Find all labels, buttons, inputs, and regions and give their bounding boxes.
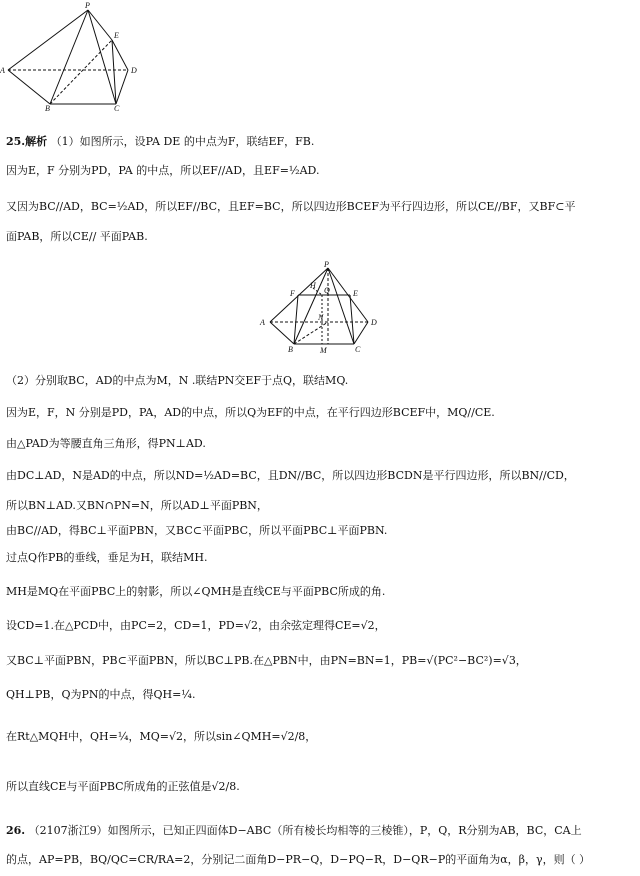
part2-line-9: 设CD=1.在△PCD中，由PC=2，CD=1，PD=√2，由余弦定理得CE=√2， (6, 619, 386, 632)
fig2-label-a: A (260, 318, 265, 327)
problem-26-number: 26. (6, 824, 26, 837)
fig1-label-c: C (114, 104, 120, 112)
fig1-label-b: B (45, 104, 50, 112)
problem-26-text-1: （2107浙江9）如图所示，已知正四面体D−ABC（所有棱长均相等的三棱锥），P，Q，R分别为AB，BC，CA上 (28, 824, 582, 837)
fig2-label-b: B (288, 345, 293, 354)
part2-line-10: 又BC⊥平面PBN，PB⊂平面PBN，所以BC⊥PB.在△PBN中，由PN=BN=1，PB=√(PC²−BC²)=√3， (6, 654, 527, 667)
solution-25-line-4: 面PAB，所以CE// 平面PAB. (6, 230, 148, 243)
fig2-label-m: M (320, 346, 327, 354)
part2-line-6: 由BC//AD，得BC⊥平面PBN，又BC⊂平面PBC，所以平面PBC⊥平面PBN. (6, 524, 388, 537)
fig1-label-d: D (131, 66, 137, 75)
part2-line-11: QH⊥PB，Q为PN的中点，得QH=¼. (6, 688, 196, 701)
solution-25-line-3: 又因为BC//AD，BC=½AD，所以EF//BC，且EF=BC，所以四边形BCEF为平行四边形，所以CE//BF，又BF⊂平 (6, 200, 576, 213)
part2-line-8: MH是MQ在平面PBC上的射影，所以∠QMH是直线CE与平面PBC所成的角. (6, 585, 386, 598)
figure-pyramid-2 (258, 260, 388, 354)
fig2-label-p: P (324, 260, 329, 269)
part2-line-12: 在Rt△MQH中，QH=¼，MQ=√2，所以sin∠QMH=√2/8， (6, 730, 317, 743)
solution-25-line-2: 因为E，F 分别为PD，PA 的中点，所以EF//AD，且EF=½AD. (6, 164, 320, 177)
part2-line-3: 由△PAD为等腰直角三角形，得PN⊥AD. (6, 437, 206, 450)
fig2-label-f: F (290, 289, 295, 298)
fig1-label-p: P (85, 1, 90, 10)
problem-26-line-2: 的点，AP=PB，BQ/QC=CR/RA=2，分别记二面角D−PR−Q，D−PQ−R，D−QR−P的平面角为α，β，γ，则（ ） (6, 853, 591, 866)
solution-25-text: （1）如图所示，设PA DE 的中点为F，联结EF，FB. (50, 135, 315, 148)
fig2-label-c: C (355, 345, 361, 354)
problem-26-line-1 (6, 823, 636, 839)
solution-25-line-1 (6, 134, 636, 150)
part2-line-7: 过点Q作PB的垂线，垂足为H，联结MH. (6, 551, 208, 564)
part2-line-5: 所以BN⊥AD.又BN∩PN=N，所以AD⊥平面PBN， (6, 499, 268, 512)
solution-25-tag: 解析 (25, 135, 48, 148)
fig1-label-e: E (114, 31, 119, 40)
fig2-label-d: D (371, 318, 377, 327)
part2-line-1: （2）分别取BC，AD的中点为M，N .联结PN交EF于点Q，联结MQ. (6, 374, 349, 387)
fig2-label-e: E (353, 289, 358, 298)
solution-25-number: 25. (6, 135, 26, 148)
part2-line-4: 由DC⊥AD，N是AD的中点，所以ND=½AD=BC，且DN//BC，所以四边形BCDN是平行四边形，所以BN//CD， (6, 469, 575, 482)
fig2-label-n: N (318, 313, 324, 322)
fig2-label-h: H (310, 281, 316, 290)
part2-line-13: 所以直线CE与平面PBC所成角的正弦值是√2/8. (6, 780, 240, 793)
part2-line-2: 因为E，F，N 分别是PD，PA，AD的中点，所以Q为EF的中点，在平行四边形BCEF中，MQ//CE. (6, 406, 495, 419)
fig2-label-q: Q (324, 286, 330, 295)
figure-pyramid-1 (0, 0, 140, 112)
fig1-label-a: A (0, 66, 5, 75)
